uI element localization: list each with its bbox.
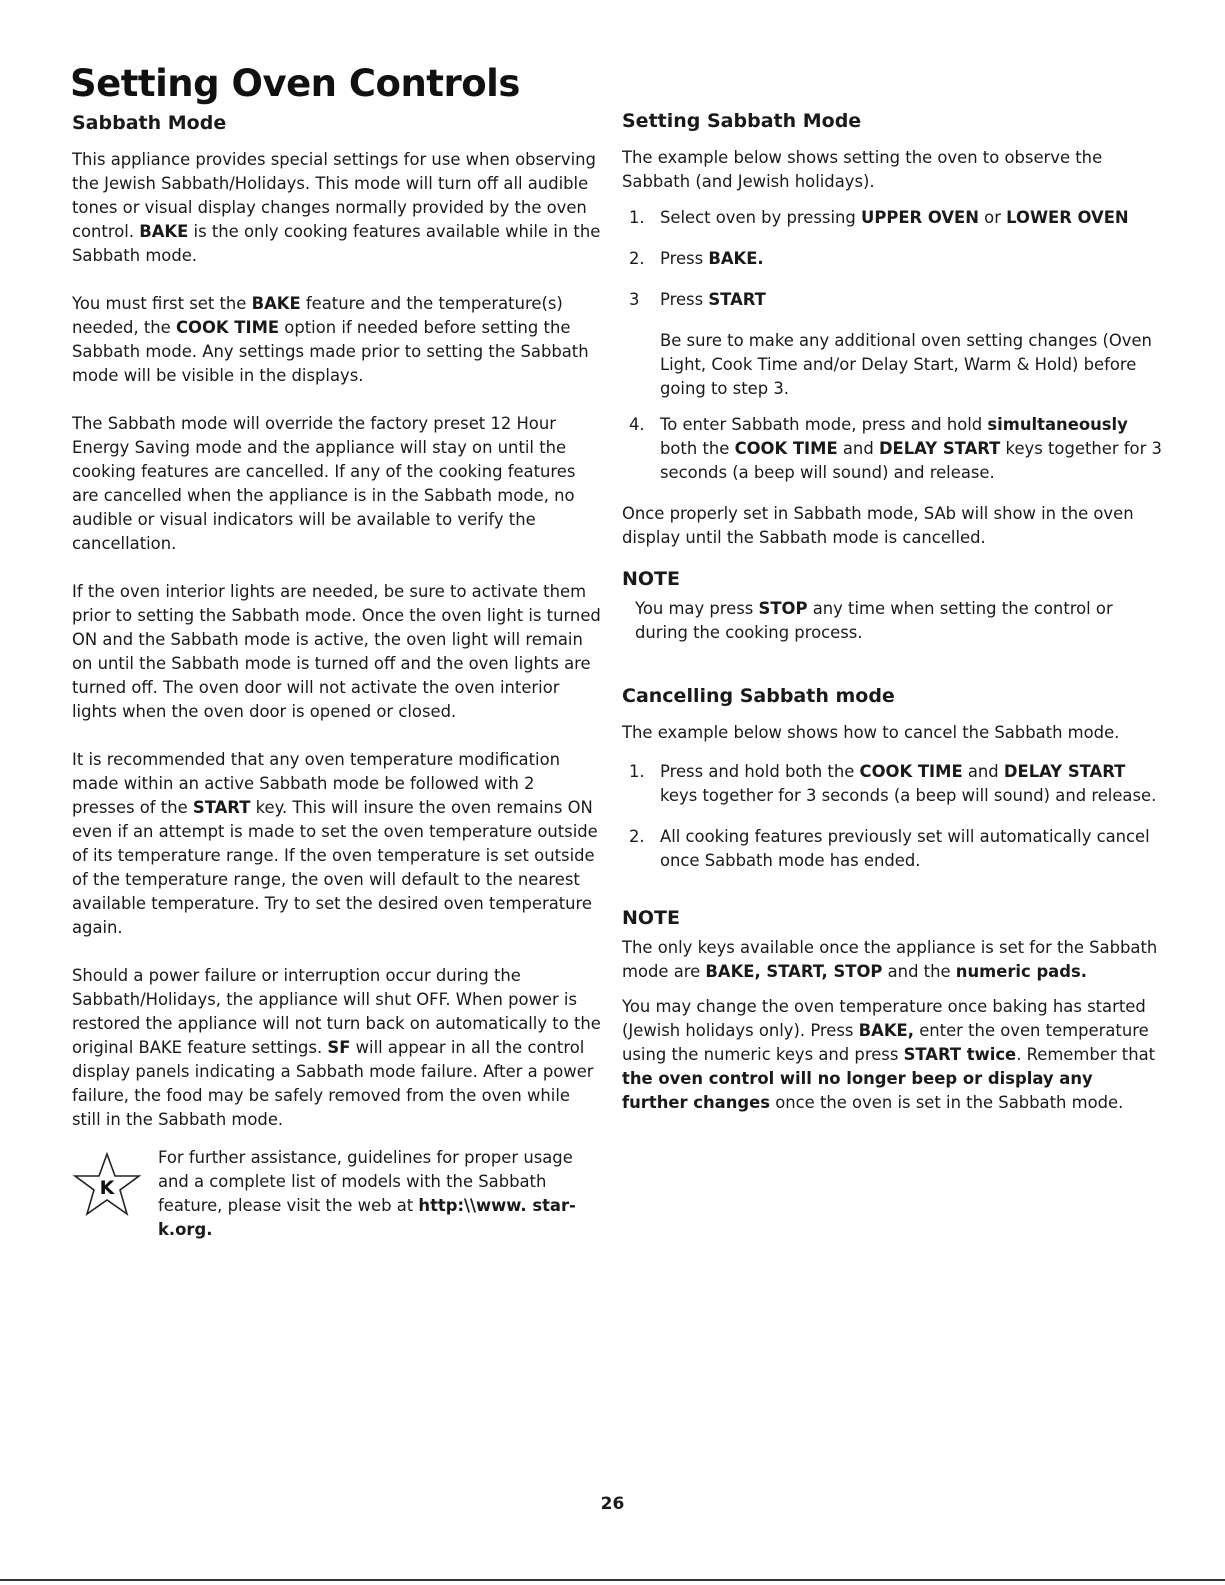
start-twice-keyword: START twice xyxy=(903,1045,1017,1064)
list-item: 3 Press START xyxy=(629,290,766,309)
note-heading: NOTE xyxy=(622,568,680,590)
cook-time-key: COOK TIME xyxy=(734,439,838,458)
paragraph-intro: This appliance provides special settings for use when observing the Jewish Sabbath/Holidays. This mode will turn off all audible tones or visual display changes normally provided by the oven control. BAKE is the only cooking features available while in the Sabbath mode. xyxy=(72,150,601,265)
right-column xyxy=(622,110,1162,1115)
bake-key: BAKE, xyxy=(858,1021,914,1040)
cook-time-keyword: COOK TIME xyxy=(175,318,280,337)
note-stop-text: You may press STOP any time when setting the control or during the cooking process. xyxy=(635,599,1113,642)
setting-intro: The example below shows setting the oven to observe the Sabbath (and Jewish holidays). xyxy=(622,148,1103,191)
setting-sabbath-heading: Setting Sabbath Mode xyxy=(622,110,862,132)
change-temperature-text: You may change the oven temperature once baking has started (Jewish holidays only). Press BAKE, enter the oven temperature using the numeric keys and press START twice. Remember that the oven control will no longer beep or display any further changes once the oven is set in the Sabbath mode. xyxy=(622,997,1156,1112)
paragraph-power-failure: Should a power failure or interruption occur during the Sabbath/Holidays, the appliance will shut OFF. When power is restored the appliance will not turn back on automatically to the original BAKE feature settings. SF will appear in all the control display panels indicating a Sabbath mode failure. After a power failure, the food may be safely removed from the oven while still in the Sabbath mode. xyxy=(72,966,601,1129)
sab-display-text: Once properly set in Sabbath mode, SAb will show in the oven display until the Sabbath mode is cancelled. xyxy=(622,504,1134,547)
delay-start-key: DELAY START xyxy=(878,439,1001,458)
paragraph-override: The Sabbath mode will override the factory preset 12 Hour Energy Saving mode and the appliance will stay on until the cooking features are cancelled. If any of the cooking features are cancelled when the appliance is in the Sabbath mode, no audible or visual indicators will be available to verify the cancellation. xyxy=(72,414,576,553)
bake-key: BAKE. xyxy=(708,249,764,268)
cancel-intro: The example below shows how to cancel the Sabbath mode. xyxy=(622,723,1120,742)
no-beep-warning: the oven control will no longer beep or display any further changes xyxy=(622,1069,1093,1112)
delay-start-key: DELAY START xyxy=(1003,762,1126,781)
available-keys-text: The only keys available once the appliance is set for the Sabbath mode are BAKE, START, STOP and the numeric pads. xyxy=(622,938,1158,981)
lower-oven-key: LOWER OVEN xyxy=(1006,208,1129,227)
bake-keyword: BAKE xyxy=(139,222,189,241)
bake-keyword: BAKE xyxy=(251,294,301,313)
left-column xyxy=(72,110,602,1242)
stop-key: STOP xyxy=(758,599,808,618)
sf-code: SF xyxy=(327,1038,351,1057)
paragraph-temperature: It is recommended that any oven temperature modification made within an active Sabbath mode be followed with 2 presses of the START key. This will insure the oven remains ON even if an attempt is made to set the oven temperature outside of its temperature range. If the oven temperature is set outside of the temperature range, the oven will default to the nearest available temperature. Try to set the desired oven temperature again. xyxy=(72,750,598,937)
note-heading-2: NOTE xyxy=(622,907,680,929)
cancelling-sabbath-heading: Cancelling Sabbath mode xyxy=(622,685,895,707)
list-item: 2. Press BAKE. xyxy=(629,249,764,268)
list-item: 2. All cooking features previously set will automatically cancel once Sabbath mode has ended. xyxy=(629,827,1150,870)
page-title: Setting Oven Controls xyxy=(70,62,520,105)
list-item: 1. Select oven by pressing UPPER OVEN or LOWER OVEN xyxy=(629,208,1129,227)
cancel-steps xyxy=(622,760,1162,873)
simultaneously-keyword: simultaneously xyxy=(987,415,1128,434)
sabbath-mode-heading: Sabbath Mode xyxy=(72,112,227,134)
upper-oven-key: UPPER OVEN xyxy=(861,208,979,227)
star-k-logo-letter: K xyxy=(99,1177,115,1199)
paragraph-prerequisites: You must first set the BAKE feature and the temperature(s) needed, the COOK TIME option if needed before setting the Sabbath mode. Any settings made prior to setting the Sabbath mode will be visible in the displays. xyxy=(72,294,589,385)
cook-time-key: COOK TIME xyxy=(859,762,963,781)
paragraph-lights: If the oven interior lights are needed, be sure to activate them prior to setting the Sabbath mode. Once the oven light is turned ON and the Sabbath mode is active, the oven light will remain on until the Sabbath mode is turned off and the oven lights are turned off. The oven door will not activate the oven interior lights when the oven door is opened or closed. xyxy=(72,582,601,721)
numeric-pads-keyword: numeric pads. xyxy=(955,962,1087,981)
setting-steps xyxy=(622,206,1162,312)
bottom-rule xyxy=(0,1579,1225,1581)
star-k-link[interactable]: http:\\www. star-k.org. xyxy=(158,1196,576,1239)
assistance-note xyxy=(72,1146,602,1242)
list-item: 4. To enter Sabbath mode, press and hold simultaneously both the COOK TIME and DELAY START keys together for 3 seconds (a beep will sound) and release. xyxy=(629,415,1162,482)
available-keys: BAKE, START, STOP xyxy=(705,962,883,981)
start-key: START xyxy=(708,290,766,309)
setting-steps-continued xyxy=(622,413,1162,485)
start-keyword: START xyxy=(192,798,251,817)
assistance-text: For further assistance, guidelines for proper usage and a complete list of models with the Sabbath feature, please visit the web at http:\\www. star-k.org. xyxy=(158,1148,576,1239)
step3-note: Be sure to make any additional oven setting changes (Oven Light, Cook Time and/or Delay Start, Warm & Hold) before going to step 3. xyxy=(660,331,1152,398)
star-k-logo-icon xyxy=(72,1152,142,1218)
list-item: 1. Press and hold both the COOK TIME and DELAY START keys together for 3 seconds (a beep will sound) and release. xyxy=(629,762,1157,805)
page-number: 26 xyxy=(600,1494,625,1514)
